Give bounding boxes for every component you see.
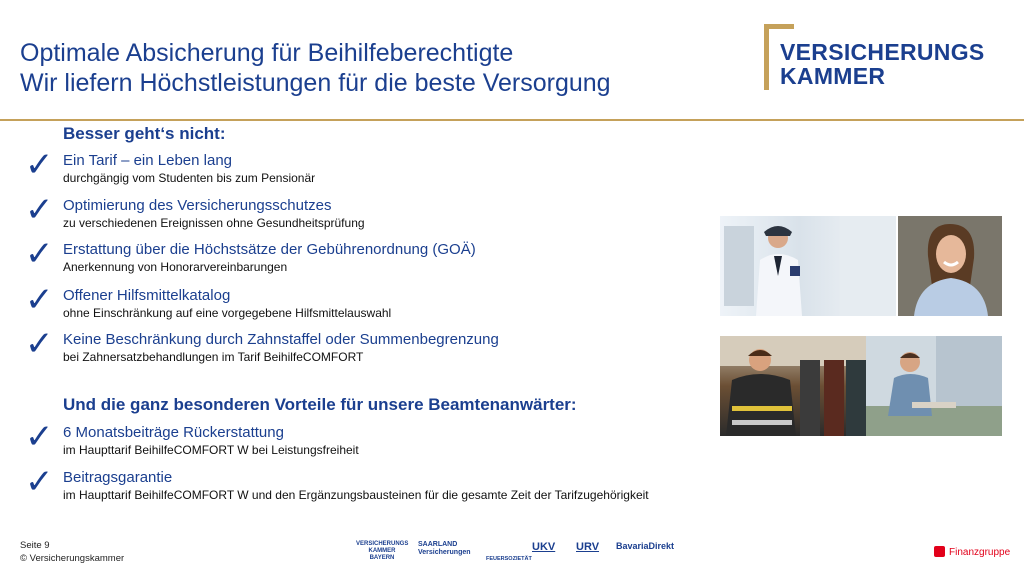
title-line-1: Optimale Absicherung für Beihilfeberechtigte [20, 39, 514, 67]
page-number: Seite 9 [20, 540, 50, 551]
check-icon: ✓ [25, 145, 54, 185]
partner-logo-saarland: SAARLAND Versicherungen [418, 541, 471, 556]
benefit-subtitle: ohne Einschränkung auf eine vorgegebene Hilfsmittelauswahl [63, 306, 392, 320]
photo-young-man [866, 336, 1002, 436]
partner-logo-bavariadirekt: BavariaDirekt [616, 541, 675, 551]
logo-line-2: KAMMER [780, 63, 886, 89]
photo-smiling-woman [898, 216, 1002, 316]
partner-logo-ukv: UKV [532, 541, 556, 553]
logo-bracket-icon [764, 24, 778, 90]
check-icon: ✓ [25, 462, 54, 502]
benefit-title: Beitragsgarantie [63, 469, 173, 486]
page-title [20, 38, 611, 98]
benefit-subtitle: zu verschiedenen Ereignissen ohne Gesundheitsprüfung [63, 216, 365, 230]
photo-firefighter [720, 336, 866, 436]
benefit-subtitle: Anerkennung von Honorarvereinbarungen [63, 260, 288, 274]
benefit-title: 6 Monatsbeiträge Rückerstattung [63, 424, 284, 441]
benefit-subtitle: bei Zahnersatzbehandlungen im Tarif BeihilfeCOMFORT [63, 350, 364, 364]
versicherungskammer-logo [780, 40, 985, 88]
benefit-subtitle: im Haupttarif BeihilfeCOMFORT W und den Ergänzungsbausteinen für die gesamte Zeit der Tarifzugehörigkeit [63, 488, 649, 502]
finanzgruppe-label: Finanzgruppe [949, 547, 1011, 558]
benefit-subtitle: im Haupttarif BeihilfeCOMFORT W bei Leistungsfreiheit [63, 443, 359, 457]
benefit-title: Offener Hilfsmittelkatalog [63, 287, 231, 304]
trainee-benefit-item [25, 417, 703, 459]
benefit-title: Keine Beschränkung durch Zahnstaffel oder Summenbegrenzung [63, 331, 499, 348]
sparkasse-icon [934, 546, 945, 557]
benefit-subtitle: durchgängig vom Studenten bis zum Pensionär [63, 171, 316, 185]
logo-line-1: VERSICHERUNGS [780, 39, 985, 65]
section-heading-trainees: Und die ganz besonderen Vorteile für unsere Beamtenanwärter: [63, 395, 577, 414]
partner-logo-urv: URV [576, 541, 600, 553]
check-icon: ✓ [25, 190, 54, 230]
check-icon: ✓ [25, 417, 54, 457]
trainee-benefit-item [25, 462, 663, 504]
title-line-2: Wir liefern Höchstleistungen für die beste Versorgung [20, 69, 611, 97]
partner-logo-vkb: VERSICHERUNGS KAMMER BAYERN [356, 541, 409, 561]
partner-logo-feuersozietaet: FEUERSOZIETÄT [486, 556, 532, 562]
benefit-item [25, 190, 703, 232]
photo-security-officer [720, 216, 896, 316]
sparkasse-finanzgruppe-logo [934, 546, 1010, 558]
benefit-item [25, 234, 703, 276]
benefit-item [25, 145, 703, 187]
benefit-item [25, 280, 703, 322]
benefit-title: Optimierung des Versicherungsschutzes [63, 197, 332, 214]
benefit-title: Erstattung über die Höchstsätze der Gebührenordnung (GOÄ) [63, 241, 476, 258]
benefit-title: Ein Tarif – ein Leben lang [63, 152, 233, 169]
copyright: © Versicherungskammer [20, 553, 125, 564]
footer-info [20, 539, 124, 565]
benefit-item [25, 324, 703, 366]
header-divider [0, 119, 1024, 121]
check-icon: ✓ [25, 234, 54, 274]
check-icon: ✓ [25, 324, 54, 364]
check-icon: ✓ [25, 280, 54, 320]
section-heading-benefits: Besser geht‘s nicht: [63, 124, 226, 143]
